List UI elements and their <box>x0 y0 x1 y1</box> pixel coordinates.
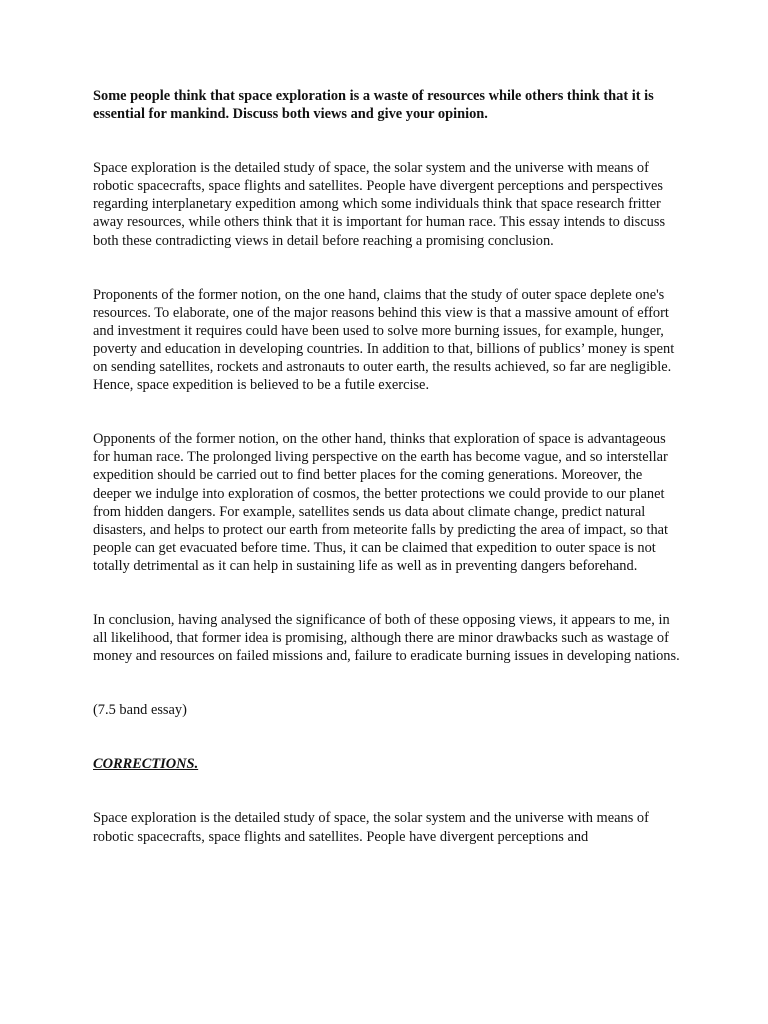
document-body <box>93 87 683 846</box>
essay-paragraph-introduction: Space exploration is the detailed study of space, the solar system and the universe with means of robotic spacecrafts, space flights and satellites. People have divergent perceptions and perspectives regarding interplanetary expedition among which some individuals think that space research fritter away resources, while others think that it is important for human race. This essay intends to discuss both these contradicting views in detail before reaching a promising conclusion. <box>93 160 666 249</box>
essay-paragraph-proponents: Proponents of the former notion, on the one hand, claims that the study of outer space deplete one's resources. To elaborate, one of the major reasons behind this view is that a massive amount of effort and investment it requires could have been used to solve more burning issues, for example, hunger, poverty and education in developing countries. In addition to that, billions of publics’ money is spent on sending satellites, rockets and astronauts to outer earth, the results achieved, so far are negligible. Hence, space expedition is believed to be a futile exercise. <box>93 286 675 394</box>
essay-prompt: Some people think that space exploration is a waste of resources while others think that it is essential for mankind. Discuss both views and give your opinion. <box>93 88 654 123</box>
band-score-note: (7.5 band essay) <box>93 702 187 719</box>
essay-paragraph-conclusion: In conclusion, having analysed the significance of both of these opposing views, it appears to me, in all likelihood, that former idea is promising, although there are minor drawbacks such as wastage of money and resources on failed missions and, failure to eradicate burning issues in developing nations. <box>93 611 680 665</box>
essay-paragraph-opponents: Opponents of the former notion, on the other hand, thinks that exploration of space is advantageous for human race. The prolonged living perspective on the earth has become vague, and so interstellar expedition should be carried out to find better places for the coming generations. Moreover, the deeper we indulge into exploration of cosmos, the better protections we could provide to our planet from hidden dangers. For example, satellites sends us data about climate change, predict natural disasters, and helps to protect our earth from meteorite falls by predicting the area of impact, so that people can get evacuated before time. Thus, it can be claimed that expedition to outer space is not totally detrimental as it can help in sustaining life as well as in preventing dangers beforehand. <box>93 431 669 574</box>
corrections-heading: CORRECTIONS. <box>93 756 199 773</box>
corrections-paragraph: Space exploration is the detailed study of space, the solar system and the universe with means of robotic spacecrafts, space flights and satellites. People have divergent perceptions and <box>93 810 649 845</box>
